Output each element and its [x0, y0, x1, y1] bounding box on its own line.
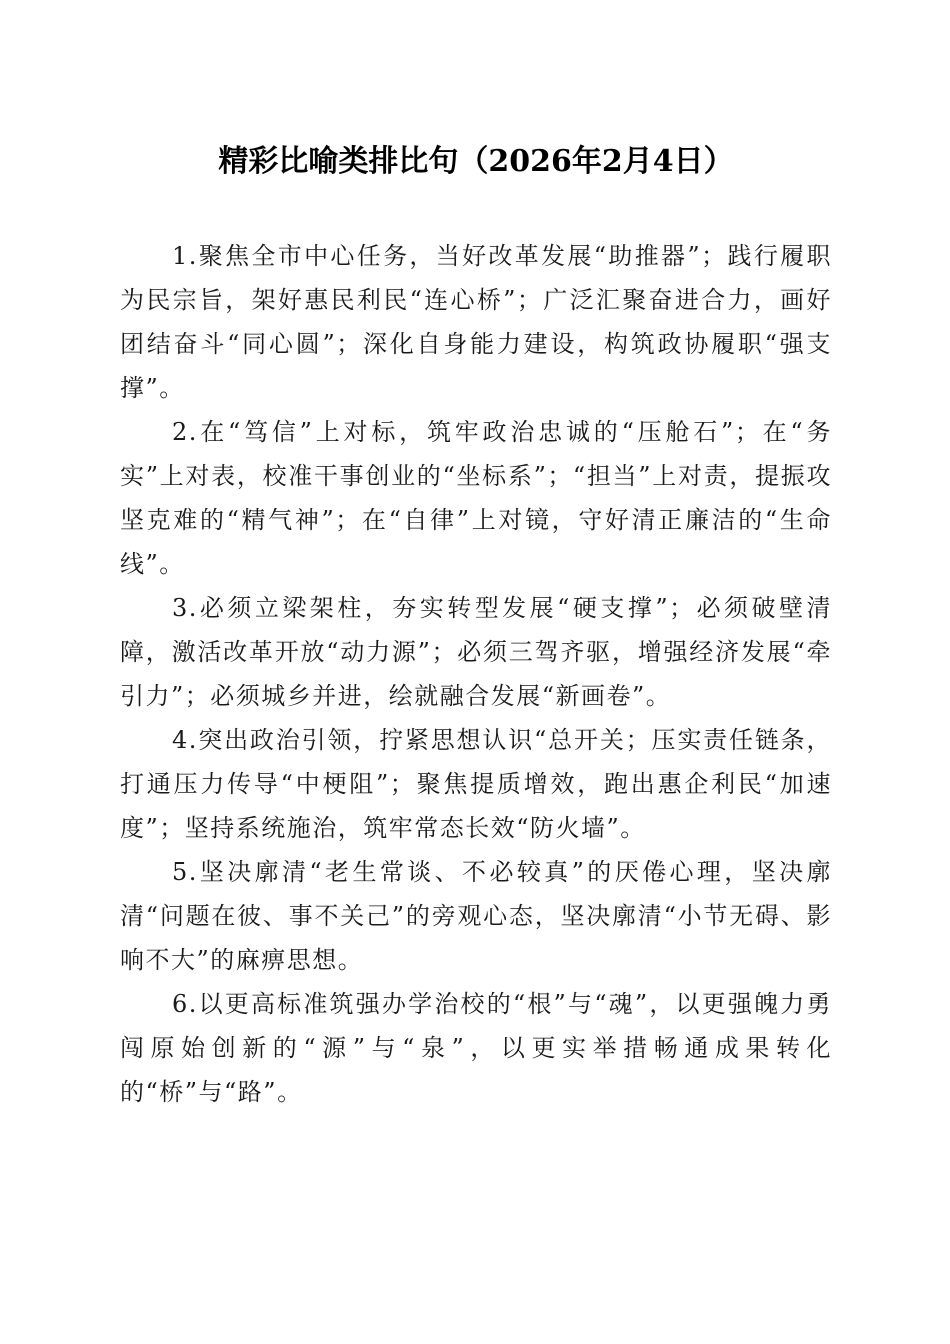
paragraph-6: 6.以更高标准筑强办学治校的“根”与“魂”，以更强魄力勇闯原始创新的“源”与“泉”，以更实举措畅通成果转化的“桥”与“路”。 [120, 990, 832, 1106]
paragraph-5: 5.坚决廓清“老生常谈、不必较真”的厌倦心理，坚决廓清“问题在彼、事不关己”的旁观心态，坚决廓清“小节无碍、影响不大”的麻痹思想。 [120, 858, 832, 974]
page-title: 精彩比喻类排比句（2026年2月4日） [218, 144, 734, 179]
paragraph-2: 2.在“笃信”上对标，筑牢政治忠诚的“压舱石”；在“务实”上对表，校准干事创业的“坐标系”；“担当”上对责，提振攻坚克难的“精气神”；在“自律”上对镜，守好清正廉洁的“生命线”。 [120, 418, 832, 578]
paragraph-3: 3.必须立梁架柱，夯实转型发展“硬支撑”；必须破壁清障，激活改革开放“动力源”；必须三驾齐驱，增强经济发展“牵引力”；必须城乡并进，绘就融合发展“新画卷”。 [120, 594, 832, 710]
document-body [120, 234, 832, 1114]
paragraph-4: 4.突出政治引领，拧紧思想认识“总开关；压实责任链条，打通压力传导“中梗阻”；聚焦提质增效，跑出惠企利民“加速度”；坚持系统施治，筑牢常态长效“防火墙”。 [120, 726, 832, 842]
paragraph-1: 1.聚焦全市中心任务，当好改革发展“助推器”；践行履职为民宗旨，架好惠民利民“连心桥”；广泛汇聚奋进合力，画好团结奋斗“同心圆”；深化自身能力建设，构筑政协履职“强支撑”。 [120, 242, 832, 402]
